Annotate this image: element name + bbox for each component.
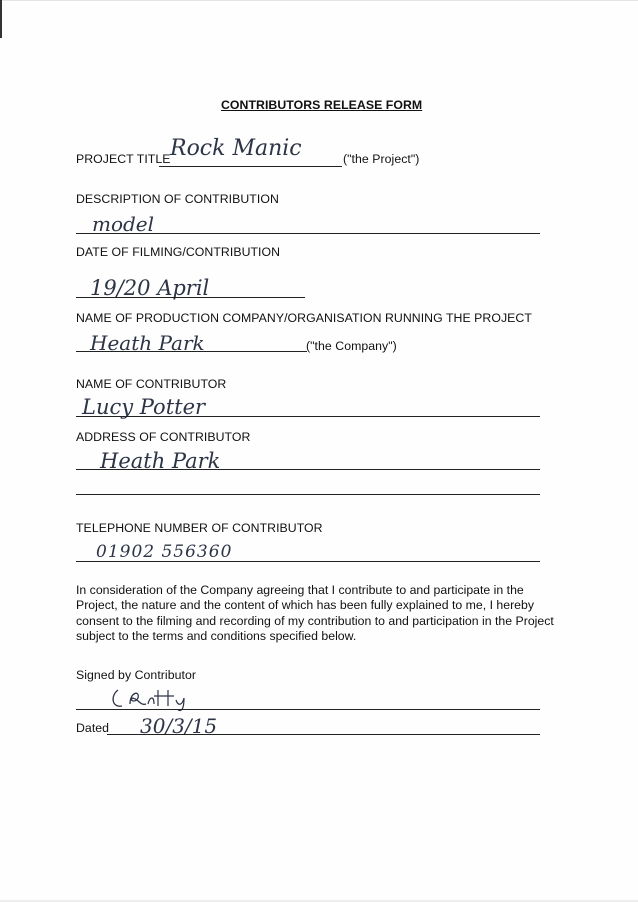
scan-edge (0, 0, 2, 38)
company-label: NAME OF PRODUCTION COMPANY/ORGANISATION RUNNING THE PROJECT (76, 311, 532, 325)
scan-edge-top (2, 0, 638, 1)
contributor-name-label: NAME OF CONTRIBUTOR (76, 377, 227, 391)
project-title-line (159, 166, 342, 167)
project-title-label: PROJECT TITLE (76, 152, 171, 166)
signature-line (76, 709, 540, 710)
company-suffix: ("the Company") (306, 339, 397, 353)
date-line (76, 297, 305, 298)
contributor-name-line (76, 416, 540, 417)
telephone-value: 01902 556360 (96, 542, 233, 562)
form-title: CONTRIBUTORS RELEASE FORM (221, 98, 423, 112)
address-line-1 (76, 469, 540, 470)
project-title-value: Rock Manic (170, 136, 302, 161)
address-line1-value: Heath Park (100, 449, 221, 473)
description-line (76, 233, 540, 234)
date-label: DATE OF FILMING/CONTRIBUTION (76, 245, 281, 259)
description-value: model (92, 212, 155, 236)
telephone-label: TELEPHONE NUMBER OF CONTRIBUTOR (76, 521, 323, 535)
description-label: DESCRIPTION OF CONTRIBUTION (76, 192, 279, 206)
consent-paragraph: In consideration of the Company agreeing that I contribute to and participate in the Project, the nature and the content of which has been fully explained to me, I hereby consent to the filming and recording of my contribution to and participation in the Project subject to the terms and conditions specified below. (76, 583, 554, 644)
dated-value: 30/3/15 (140, 714, 218, 738)
dated-label: Dated (76, 721, 110, 735)
project-title-suffix: ("the Project") (343, 152, 420, 166)
company-line (76, 351, 307, 352)
company-value: Heath Park (90, 331, 205, 355)
telephone-line (76, 561, 540, 562)
address-label: ADDRESS OF CONTRIBUTOR (76, 430, 251, 444)
contributor-name-value: Lucy Potter (82, 395, 206, 419)
address-line-2 (76, 494, 540, 495)
dated-line (107, 734, 540, 735)
date-value: 19/20 April (90, 276, 210, 300)
signed-label: Signed by Contributor (76, 668, 196, 682)
